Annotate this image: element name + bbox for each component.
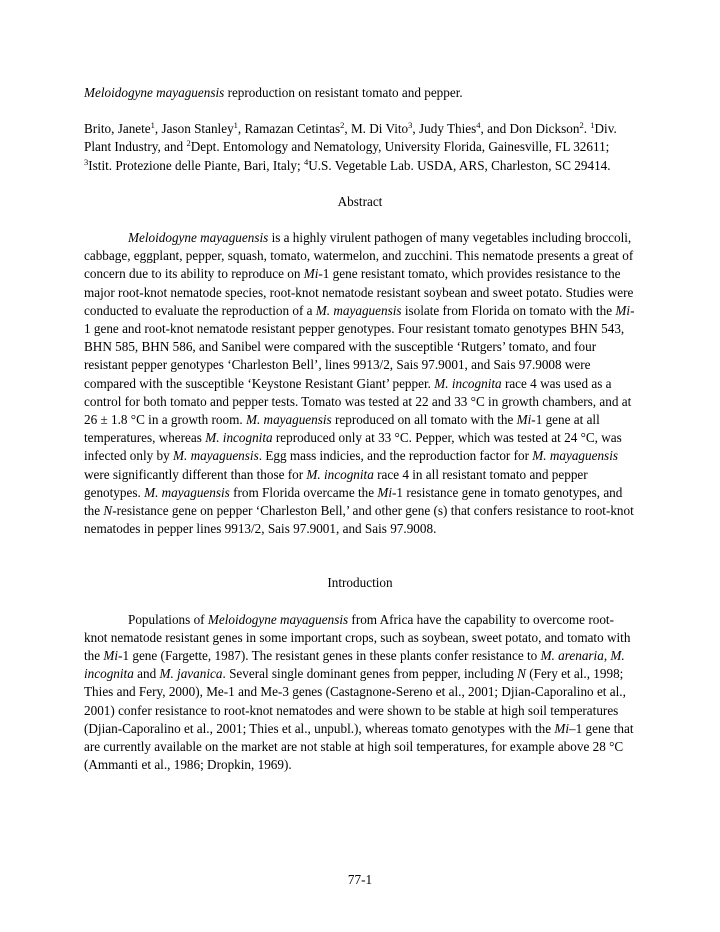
species-name: M. incognita [434,375,502,391]
species-name: M. incognita [205,430,273,446]
gene-name: Mi [103,648,119,664]
author-name: , Judy Thies [412,121,477,137]
affiliation-text: Dept. Entomology and Nematology, University Florida, Gainesville, FL 32611; [190,139,610,155]
species-name: M. incognita [306,466,374,482]
page-number: 77-1 [347,872,373,887]
affiliation-text: Div. Plant Industry, and [84,121,617,155]
abstract-text: race 4 was used as a control for both tomato and pepper tests. Tomato was tested at 22 and 33 °C in growth chambers, and at 26 ± 1.8 °C in a growth room. [84,375,632,428]
intro-text: from Africa have the capability to overcome root-knot nematode resistant genes in some important crops, such as soybean, sweet potato, and tomato with the [84,611,631,664]
intro-text: –1 gene that are currently available on the market are not stable at high soil temperatures, for example above 28 °C (Ammanti et al., 1986; Dropkin, 1969). [84,720,634,773]
abstract-text: -resistance gene on pepper ‘Charleston Bell,’ and other gene (s) that confers resistance to root-knot nematodes in pepper lines 9913/2, Sais 97.9001, and Sais 97.9008. [84,503,634,537]
abstract-text: -1 gene and root-knot nematode resistant pepper genotypes. Four resistant tomato genotypes BHN 543, BHN 585, BHN 586, and Sanibel were compared with the susceptible ‘Rutgers’ tomato, and four resistant pepper genotypes ‘Charleston Bell’, lines 9913/2, Sais 97.9001, and Sais 97.9008 were compared with the susceptible ‘Keystone Resistant Giant’ pepper. [84,302,635,391]
abstract-text: from Florida overcame the [229,484,378,500]
paper-page [84,84,636,775]
affiliation-text: U.S. Vegetable Lab. USDA, ARS, Charleston, SC 29414. [308,157,611,173]
gene-name: Mi [377,484,393,500]
intro-text: Populations of [128,611,208,627]
species-name: M. mayaguensis [245,412,332,428]
abstract-body [84,229,636,538]
gene-name: Mi [303,266,319,282]
intro-text: and [133,666,160,682]
abstract-text: -1 resistance gene in tomato genotypes, and the [84,484,623,519]
intro-text: -1 gene (Fargette, 1987). The resistant genes in these plants confer resistance to [118,648,541,664]
gene-name: Mi [615,302,631,318]
affiliation-marker: 3 [408,120,413,131]
species-name: Meloidogyne mayaguensis [207,611,349,627]
author-name: , and Don Dickson [480,121,580,137]
abstract-text: . Egg mass indicies, and the reproduction factor for [258,448,533,464]
abstract-text: race 4 in all resistant tomato and pepper genotypes. [84,466,588,500]
species-name: Meloidogyne mayaguensis [128,230,269,246]
gene-name: N [103,503,113,519]
gene-name: Mi [516,412,532,428]
species-name: M. arenaria [540,648,604,664]
author-name: , M. Di Vito [344,121,409,137]
affiliation-marker: 3 [84,156,89,167]
species-name: M. mayaguensis [532,448,618,464]
species-name: M. mayaguensis [315,302,402,318]
affiliation-marker: 1 [233,120,238,131]
species-name: M. mayaguensis [173,448,259,464]
introduction-body [84,611,636,775]
intro-text: , [603,648,611,664]
affiliation-marker: 1 [150,120,155,131]
author-name: Brito, Janete [84,121,151,137]
abstract-text: reproduced only at 33 °C. Pepper, which was tested at 24 °C, was infected only by [84,430,622,464]
author-name: , Jason Stanley [154,121,234,137]
affiliation-marker: 2 [186,138,191,149]
abstract-text: isolate from Florida on tomato with the [401,302,616,318]
intro-text: (Fery et al., 1998; Thies and Fery, 2000), Me-1 and Me-3 genes (Castagnone-Sereno et al., 2001; Djian-Caporalino et al., 2001) confer resistance to root-knot nematodes and were shown to be stable at high soil temperatures (Djian-Caporalino et al., 2001; Thies et al., unpubl.), whereas tomato genotypes with the [84,666,626,736]
affiliation-marker: 4 [303,156,309,167]
abstract-text: is a highly virulent pathogen of many vegetables including broccoli, cabbage, eggplant, pepper, squash, tomato, watermelon, and zucchini. This nematode presents a great of concern due to its ability to reproduce on [84,230,634,282]
abstract-text: were significantly different than those for [84,466,307,482]
abstract-text: -1 gene resistant tomato, which provides resistance to the major root-knot nematode species, root-knot nematode resistant soybean and sweet potato. Studies were conducted to evaluate the reproduction of a [84,266,634,318]
title-species: Meloidogyne mayaguensis [84,85,225,100]
species-name: M. incognita [84,648,625,682]
gene-name: N [517,666,526,682]
affiliation-marker: 1 [590,120,595,131]
affiliation-marker: 2 [340,120,345,131]
gene-name: Mi [554,720,570,736]
affiliation-marker: 2 [579,120,584,131]
title-text: reproduction on resistant tomato and pepper. [224,85,463,100]
abstract-heading: Abstract [337,193,383,209]
intro-text: . Several single dominant genes from pepper, including [222,666,518,682]
species-name: M. javanica [159,666,223,682]
species-name: M. mayaguensis [144,484,230,500]
introduction-heading: Introduction [327,575,393,591]
abstract-text: -1 gene at all temperatures, whereas [84,412,600,446]
paper-title [84,84,636,102]
author-block [84,120,636,175]
affiliation-text: Istit. Protezione delle Piante, Bari, Italy; [88,157,304,173]
affiliation-marker: 4 [476,120,481,131]
author-end: . [583,121,587,137]
abstract-text: reproduced on all tomato with the [331,412,517,428]
author-name: , Ramazan Cetintas [237,121,341,137]
